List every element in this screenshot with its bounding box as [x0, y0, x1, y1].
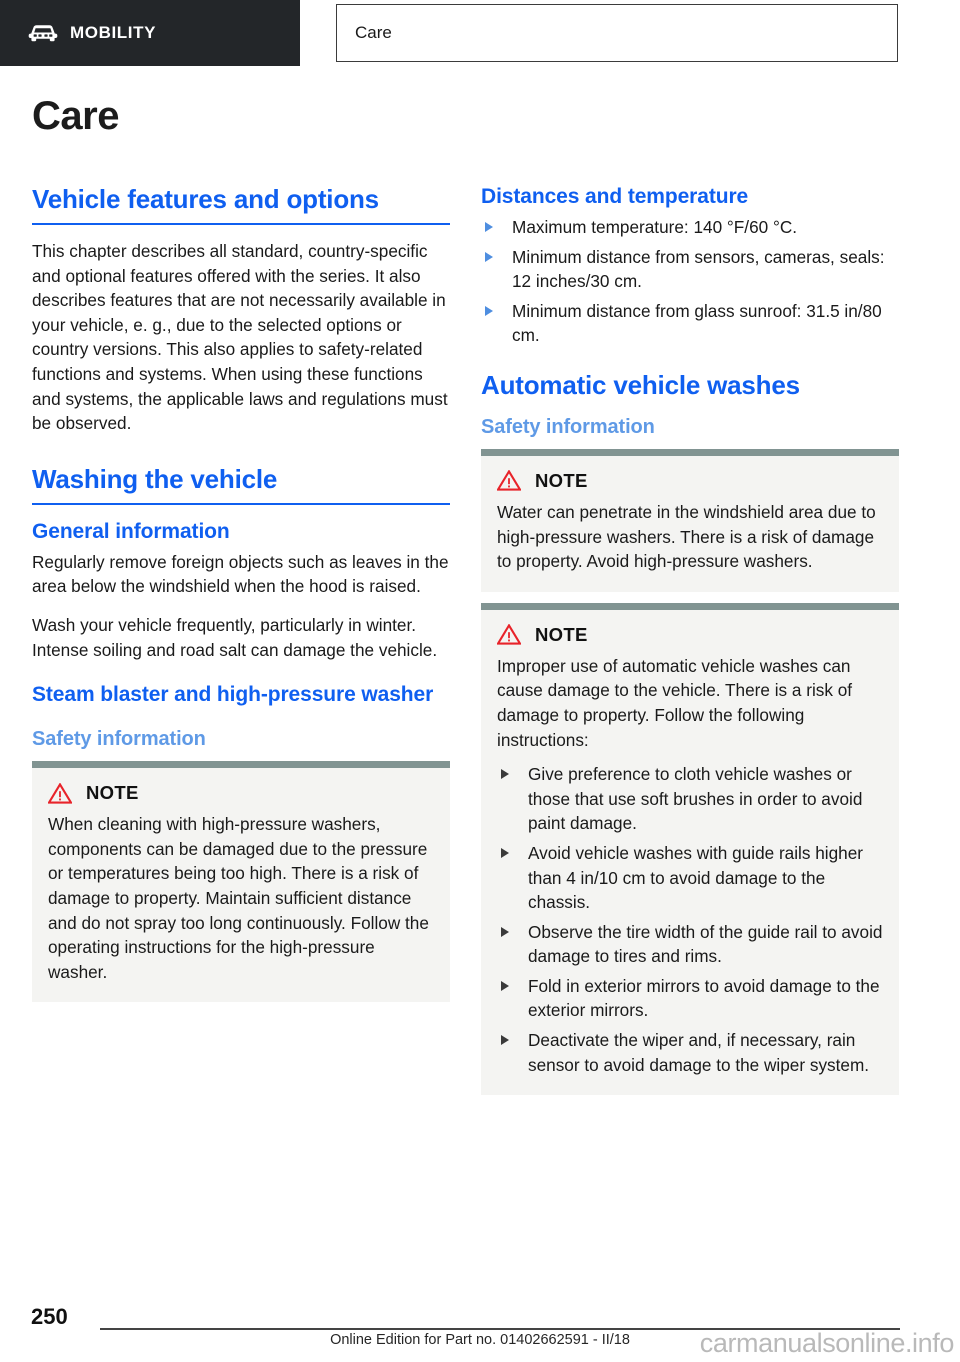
heading-distances-and-temperature: Distances and temperature: [481, 185, 749, 208]
page-title: Care: [32, 94, 119, 138]
note-top-bar: [481, 449, 899, 456]
heading-washing-the-vehicle: Washing the vehicle: [32, 464, 450, 505]
list-item: [497, 762, 883, 836]
list-item: [497, 974, 883, 1023]
paragraph-general-1: Regularly remove foreign objects such as leaves in the area below the windshield when the hood is raised.: [32, 551, 449, 597]
note-box: [481, 456, 899, 592]
heading-steam-blaster: Steam blaster and high-pressure washer: [32, 683, 434, 707]
note-header: [497, 470, 883, 492]
list-item-label: Observe the tire width of the guide rail to avoid damage to tires and rims.: [528, 921, 883, 967]
heading-automatic-vehicle-washes: Automatic vehicle washes: [481, 369, 800, 400]
note-text: Improper use of automatic vehicle washes can cause damage to the vehicle. There is a risk of damage to property. Follow the following instructions:: [497, 655, 853, 750]
brand-label: MOBILITY: [70, 23, 157, 42]
heading-vehicle-features: Vehicle features and options: [32, 184, 450, 225]
page-content: [0, 66, 960, 1362]
edition-note: Online Edition for Part no. 01402662591 - II/18: [330, 1332, 630, 1348]
triangle-bullet-icon: [485, 222, 493, 232]
list-item: [497, 920, 883, 969]
list-distances-and-temperature: [481, 215, 899, 348]
left-column: [32, 184, 450, 1002]
heading-general-information: General information: [32, 519, 230, 543]
list-item-label: Maximum temperature: 140 °F/60 °C.: [512, 217, 798, 237]
note-header: [497, 624, 883, 646]
note-text: Water can penetrate in the windshield area due to high-pressure washers. There is a risk of damage to property. Avoid high-pressure washers.: [497, 501, 876, 572]
list-vehicle-wash-instructions: [497, 762, 883, 1077]
brand-tab[interactable]: [0, 0, 300, 66]
triangle-bullet-icon: [485, 252, 493, 262]
page-footer: [0, 1270, 960, 1362]
triangle-bullet-icon: [501, 848, 509, 858]
note-spacer: [481, 592, 899, 603]
list-item-label: Minimum distance from glass sunroof: 31.5 in/80 cm.: [512, 300, 882, 346]
page-number: 250: [31, 1304, 68, 1329]
note-block-right-1: [481, 449, 899, 592]
note-top-bar: [481, 603, 899, 610]
triangle-bullet-icon: [501, 927, 509, 937]
note-title: NOTE: [86, 782, 139, 804]
paragraph-general-2: Wash your vehicle frequently, particularly in winter. Intense soiling and road salt can damage the vehicle.: [32, 614, 438, 660]
list-item-label: Fold in exterior mirrors to avoid damage to the exterior mirrors.: [528, 975, 880, 1021]
list-item-label: Deactivate the wiper and, if necessary, rain sensor to avoid damage to the wiper system.: [528, 1030, 870, 1075]
list-item: [481, 245, 899, 294]
note-box: [32, 768, 450, 1002]
note-header: [48, 782, 434, 804]
car-front-icon: [28, 22, 58, 44]
heading-safety-information-right: Safety information: [481, 415, 655, 438]
list-item: [481, 215, 899, 240]
list-item: [497, 841, 883, 915]
list-item-label: Minimum distance from sensors, cameras, seals: 12 inches/30 cm.: [512, 246, 885, 292]
warning-triangle-icon: [497, 470, 521, 491]
triangle-bullet-icon: [501, 1035, 509, 1045]
note-block-right-2: [481, 603, 899, 1096]
breadcrumb-label: Care: [355, 23, 392, 42]
list-item-label: Avoid vehicle washes with guide rails higher than 4 in/10 cm to avoid damage to the chassis.: [528, 842, 864, 913]
triangle-bullet-icon: [501, 981, 509, 991]
right-column: [481, 184, 899, 1095]
breadcrumb[interactable]: [336, 4, 898, 62]
note-box: [481, 610, 899, 1096]
page-header: [0, 0, 960, 66]
note-block-left: [32, 761, 450, 1002]
note-title: NOTE: [535, 623, 588, 645]
warning-triangle-icon: [48, 783, 72, 804]
list-item-label: Give preference to cloth vehicle washes or those that use soft brushes in order to avoid paint damage.: [528, 764, 863, 834]
list-item: [481, 299, 899, 348]
list-item: [497, 1028, 883, 1077]
triangle-bullet-icon: [485, 306, 493, 316]
triangle-bullet-icon: [501, 769, 509, 779]
heading-safety-information-left: Safety information: [32, 728, 206, 751]
note-text: When cleaning with high-pressure washers, components can be damaged due to the pressure or temperatures being too high. There is a risk of damage to property. Maintain sufficient distance and do not spray too long continuously. Follow the operating instructions for the high-pressure washer.: [48, 814, 429, 982]
note-title: NOTE: [535, 469, 588, 491]
note-top-bar: [32, 761, 450, 768]
watermark: carmanualsonline.info: [699, 1328, 954, 1358]
paragraph-chapter-intro: This chapter describes all standard, country-specific and optional features offered with the series. It also describes features that are not necessarily available in your vehicle, e. g., due to the selected options or country versions. This also applies to safety-related functions and systems. When using these functions and systems, the applicable laws and regulations must be observed.: [32, 241, 448, 434]
warning-triangle-icon: [497, 624, 521, 645]
